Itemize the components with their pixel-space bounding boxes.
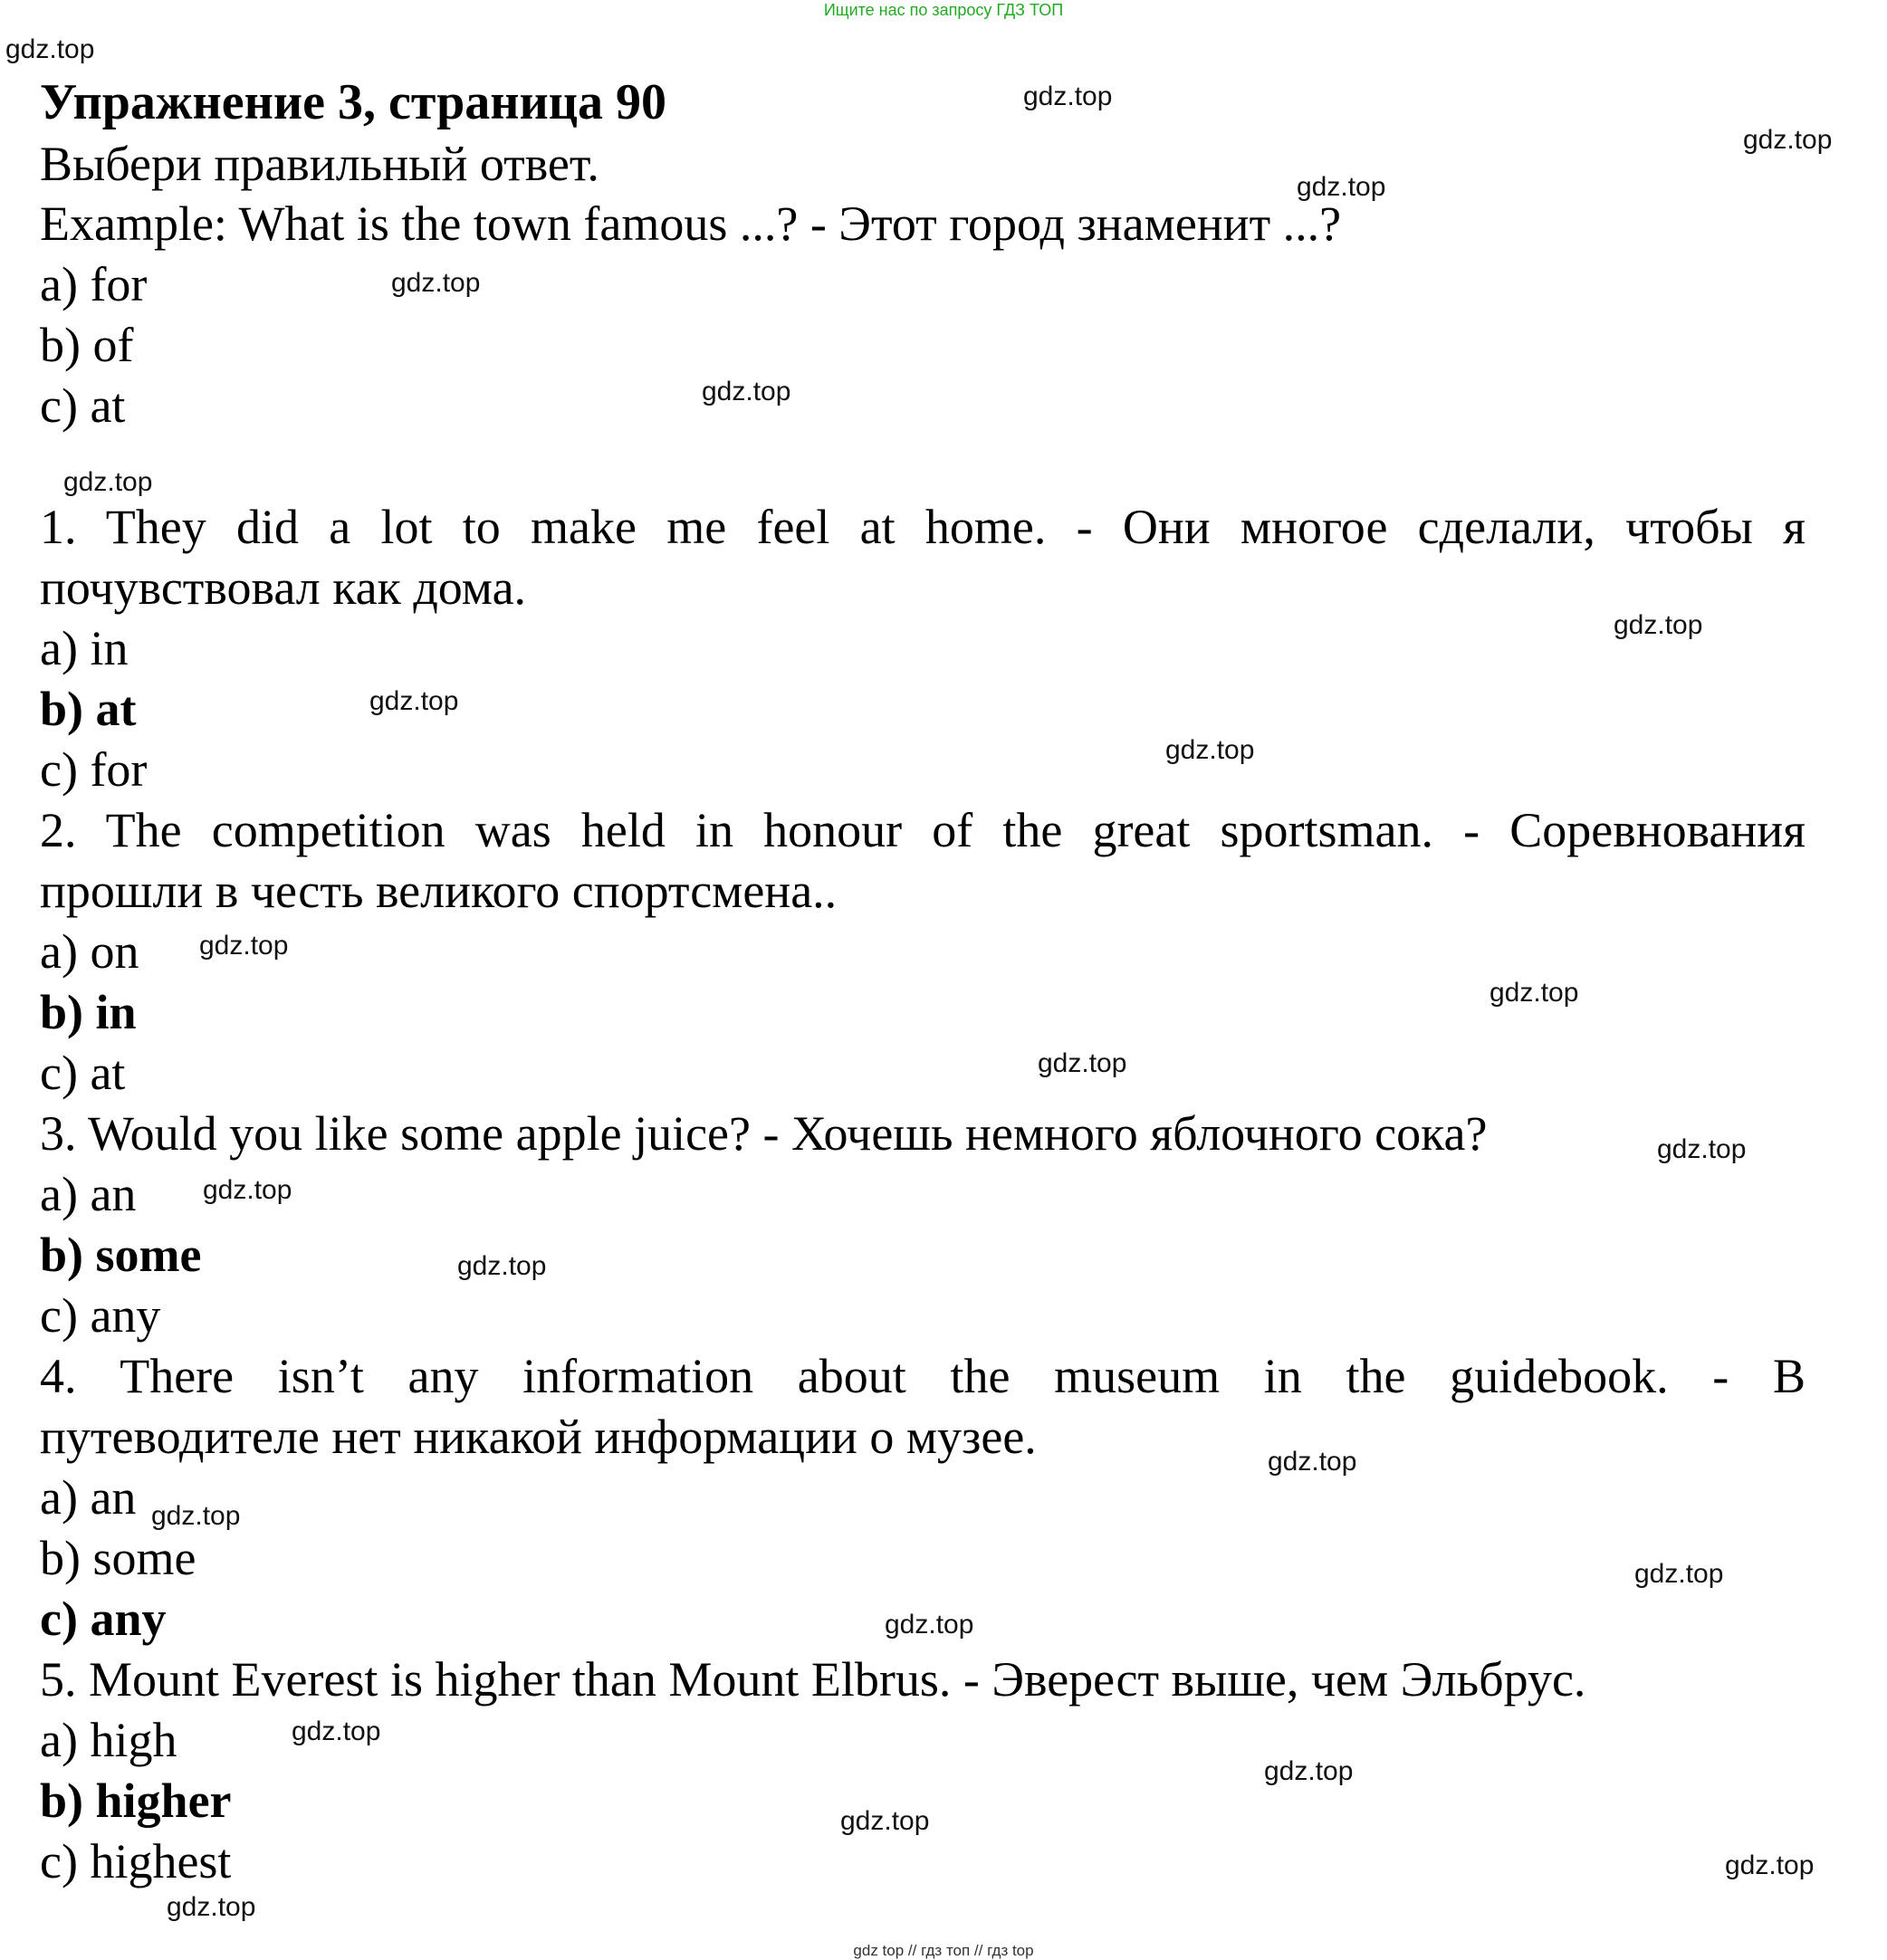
watermark: gdz.top xyxy=(391,268,481,298)
watermark: gdz.top xyxy=(1165,735,1255,765)
question-2-option: a) on xyxy=(40,924,139,979)
watermark: gdz.top xyxy=(1297,172,1386,202)
watermark: gdz.top xyxy=(457,1251,547,1281)
question-3-option: a) an xyxy=(40,1167,137,1221)
question-2-option: c) at xyxy=(40,1046,126,1100)
question-1-correct-option: b) at xyxy=(40,682,137,736)
watermark: gdz.top xyxy=(885,1610,974,1640)
watermark: gdz.top xyxy=(167,1892,256,1922)
page-title: Упражнение 3, страница 90 xyxy=(40,74,667,130)
example-option: b) of xyxy=(40,318,134,372)
question-4-line-1: 4. There isn’t any information about the museum in the guidebook. - В xyxy=(40,1349,1806,1403)
question-2-line-2: прошли в честь великого спортсмена.. xyxy=(40,864,838,918)
question-3-correct-option: b) some xyxy=(40,1228,202,1282)
watermark: gdz.top xyxy=(1657,1134,1747,1164)
question-1-option: c) for xyxy=(40,742,148,797)
watermark: gdz.top xyxy=(840,1806,930,1836)
watermark: gdz.top xyxy=(1489,978,1579,1008)
watermark: gdz.top xyxy=(1614,610,1703,640)
instruction: Выбери правильный ответ. xyxy=(40,137,599,191)
question-4-correct-option: c) any xyxy=(40,1592,167,1646)
question-2-line-1: 2. The competition was held in honour of the great sportsman. - Соревнования xyxy=(40,803,1806,857)
question-4-option: a) an xyxy=(40,1470,137,1525)
watermark: gdz.top xyxy=(702,377,791,406)
question-5-line-1: 5. Mount Everest is higher than Mount Elbrus. - Эверест выше, чем Эльбрус. xyxy=(40,1652,1586,1707)
watermark: gdz.top xyxy=(63,467,153,497)
example-option: c) at xyxy=(40,378,126,433)
question-5-option: c) highest xyxy=(40,1834,232,1888)
watermark: gdz.top xyxy=(5,34,95,64)
question-4-line-2: путеводителе нет никакой информации о музее. xyxy=(40,1410,1037,1464)
question-3-line-1: 3. Would you like some apple juice? - Хочешь немного яблочного сока? xyxy=(40,1106,1488,1161)
watermark: gdz.top xyxy=(1634,1559,1724,1589)
watermark: gdz.top xyxy=(199,931,289,961)
watermark: gdz.top xyxy=(292,1716,381,1746)
watermark: gdz.top xyxy=(1743,125,1833,155)
watermark: gdz.top xyxy=(369,686,459,716)
top-banner: Ищите нас по запросу ГДЗ ТОП xyxy=(823,1,1064,19)
question-1-option: a) in xyxy=(40,621,129,675)
question-5-correct-option: b) higher xyxy=(40,1774,232,1828)
watermark: gdz.top xyxy=(1264,1756,1354,1786)
question-2-correct-option: b) in xyxy=(40,985,137,1039)
question-4-option: b) some xyxy=(40,1531,196,1585)
watermark: gdz.top xyxy=(151,1501,241,1531)
watermark: gdz.top xyxy=(1725,1850,1815,1880)
footer: gdz top // гдз топ // гдз top xyxy=(853,1942,1034,1959)
example-option: a) for xyxy=(40,257,148,311)
watermark: gdz.top xyxy=(203,1175,292,1205)
watermark: gdz.top xyxy=(1268,1447,1357,1477)
watermark: gdz.top xyxy=(1038,1048,1127,1078)
example-question: Example: What is the town famous ...? - Этот город знаменит ...? xyxy=(40,196,1342,251)
question-1-line-2: почувствовал как дома. xyxy=(40,560,527,615)
question-3-option: c) any xyxy=(40,1288,161,1343)
question-1-line-1: 1. They did a lot to make me feel at home. - Они многое сделали, чтобы я xyxy=(40,500,1806,554)
watermark: gdz.top xyxy=(1023,81,1113,111)
question-5-option: a) high xyxy=(40,1713,177,1767)
